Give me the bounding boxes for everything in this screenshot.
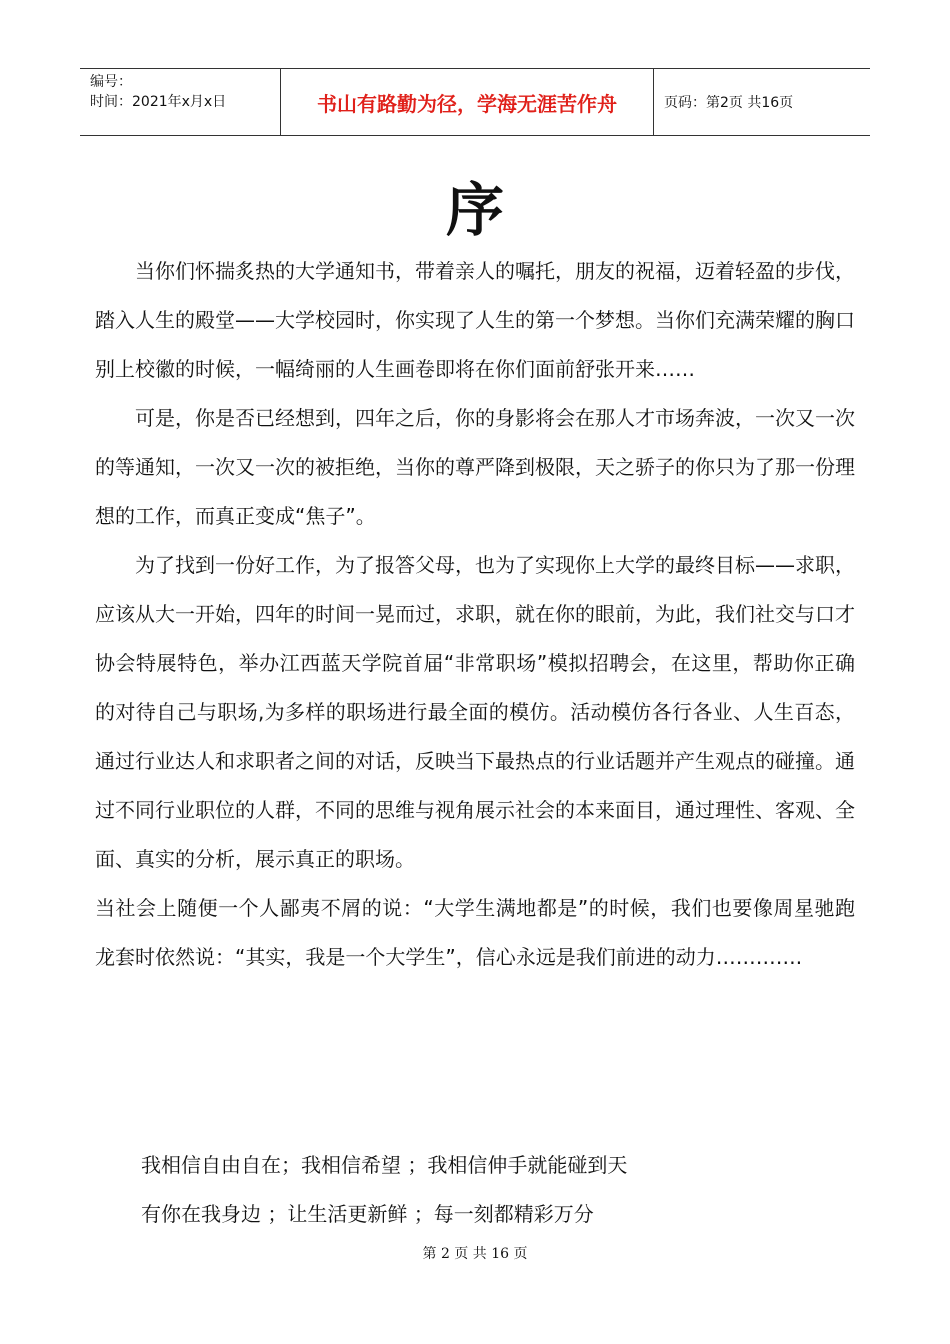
paragraph: 为了找到一份好工作，为了报答父母，也为了实现你上大学的最终目标——求职，应该从大一开始，四年的时间一晃而过，求职，就在你的眼前，为此，我们社交与口才协会特展特色，举办江西蓝天学院首届“非常职场”模拟招聘会，在这里，帮助你正确的对待自己与职场,为多样的职场进行最全面的模仿。活动模仿各行各业、人生百态，通过行业达人和求职者之间的对话，反映当下最热点的行业话题并产生观点的碰撞。通过不同行业职位的人群，不同的思维与视角展示社会的本来面目，通过理性、客观、全面、真实的分析，展示真正的职场。 — [95, 553, 855, 871]
paragraph: 当社会上随便一个人鄙夷不屑的说：“大学生满地都是”的时候，我们也要像周星驰跑龙套时依然说：“其实，我是一个大学生”，信心永远是我们前进的动力…………. — [95, 896, 855, 969]
poem-line: 我相信自由自在；我相信希望 ；我相信伸手就能碰到天 — [141, 1153, 628, 1177]
document-number-label: 编号： — [90, 74, 132, 90]
document-body — [95, 247, 855, 982]
document-date: 时间：2021年x月x日 — [90, 94, 227, 110]
header-motto: 书山有路勤为径，学海无涯苦作舟 — [281, 69, 654, 135]
paragraph: 当你们怀揣炙热的大学通知书，带着亲人的嘱托，朋友的祝福，迈着轻盈的步伐，踏入人生的殿堂——大学校园时，你实现了人生的第一个梦想。当你们充满荣耀的胸口别上校徽的时候，一幅绮丽的人生画卷即将在你们面前舒张开来…… — [95, 259, 855, 381]
page-title: 序 — [445, 176, 504, 244]
page-header — [80, 68, 870, 136]
poem-line: 有你在我身边 ；让生活更新鲜 ；每一刻都精彩万分 — [141, 1202, 594, 1226]
page-footer: 第 2 页 共 16 页 — [422, 1246, 528, 1262]
paragraph: 可是，你是否已经想到，四年之后，你的身影将会在那人才市场奔波，一次又一次的等通知，一次又一次的被拒绝，当你的尊严降到极限，天之骄子的你只为了那一份理想的工作，而真正变成“焦子”。 — [95, 406, 855, 528]
header-meta — [80, 69, 281, 135]
header-page-info: 页码：第2页 共16页 — [664, 95, 794, 111]
